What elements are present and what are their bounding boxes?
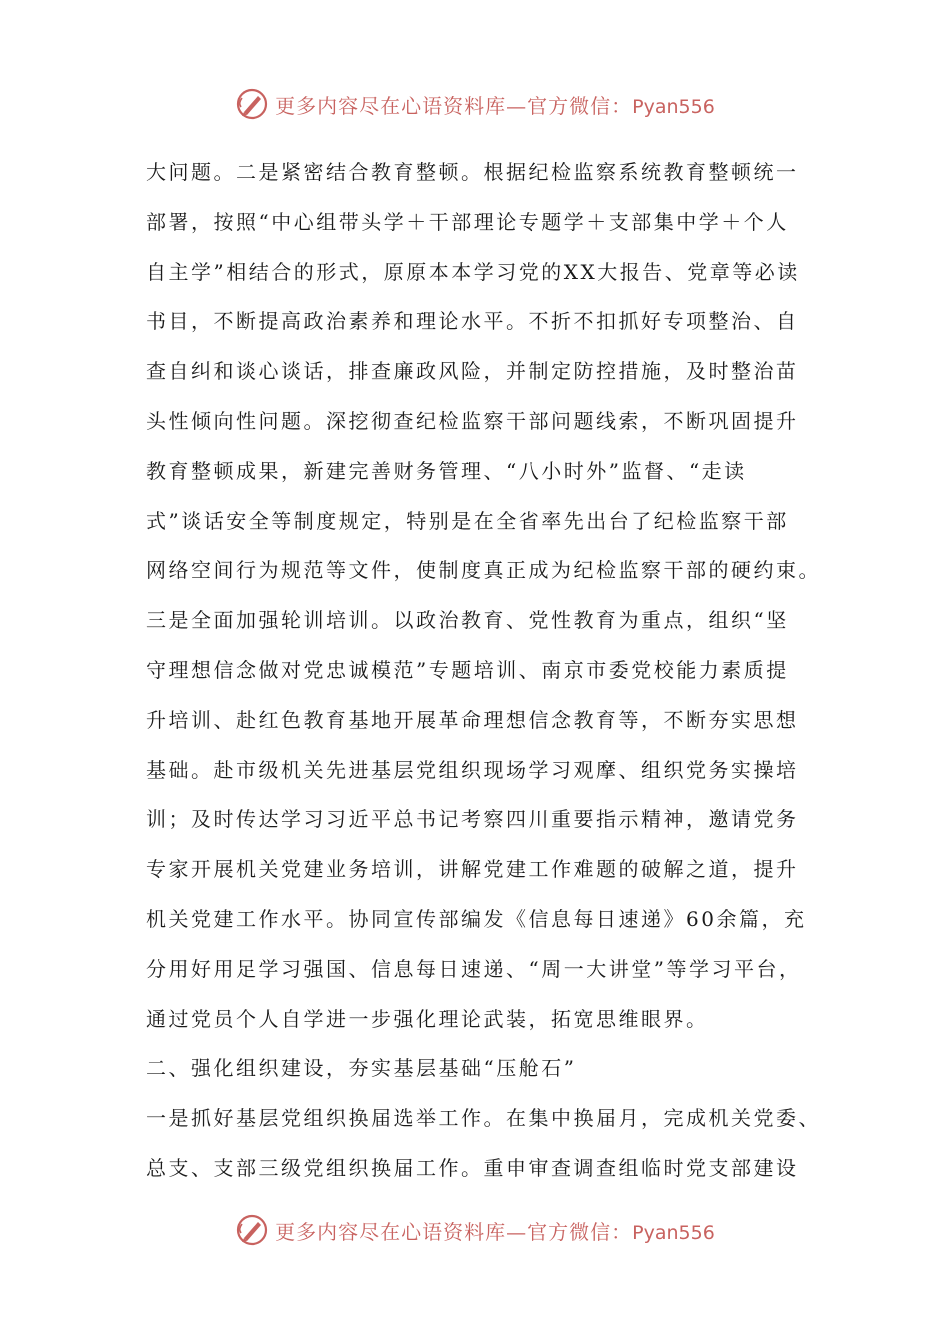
header-watermark (0, 84, 950, 124)
text-line: 教育整顿成果，新建完善财务管理、“八小时外”监督、“走读 (146, 458, 747, 483)
text-line: 自主学”相结合的形式，原原本本学习党的XX大报告、党章等必读 (146, 259, 800, 284)
text-line: 通过党员个人自学进一步强化理论武装，拓宽思维眼界。 (146, 1006, 709, 1031)
document-body (146, 148, 821, 1194)
text-line: 升培训、赴红色教育基地开展革命理想信念教育等，不断夯实思想 (146, 707, 799, 732)
text-line: 总支、支部三级党组织换届工作。重申审查调查组临时党支部建设 (146, 1155, 799, 1180)
text-line: 大问题。二是紧密结合教育整顿。根据纪检监察系统教育整顿统一 (146, 160, 799, 184)
text-line: 书目，不断提高政治素养和理论水平。不折不扣抓好专项整治、自 (146, 309, 799, 334)
text-line: 分用好用足学习强国、信息每日速递、“周一大讲堂”等学习平台， (146, 956, 802, 981)
text-line: 守理想信念做对党忠诚模范”专题培训、南京市委党校能力素质提 (146, 657, 789, 682)
watermark-text: 更多内容尽在心语资料库—官方微信：Pyan556 (275, 93, 715, 118)
text-line: 头性倾向性问题。深挖彻查纪检监察干部问题线索，不断巩固提升 (146, 408, 799, 433)
pen-logo-icon (235, 87, 269, 121)
pen-logo-icon (235, 1213, 269, 1247)
text-line: 三是全面加强轮训培训。以政治教育、党性教育为重点，组织“坚 (146, 608, 789, 633)
text-line: 查自纠和谈心谈话，排查廉政风险，并制定防控措施，及时整治苗 (146, 359, 799, 384)
watermark-text: 更多内容尽在心语资料库—官方微信：Pyan556 (275, 1219, 715, 1244)
text-line: 一是抓好基层党组织换届选举工作。在集中换届月，完成机关党委、 (146, 1106, 821, 1131)
text-line: 网络空间行为规范等文件，使制度真正成为纪检监察干部的硬约束。 (146, 558, 821, 583)
section-heading: 二、强化组织建设，夯实基层基础“压舱石” (146, 1056, 577, 1081)
text-line: 式”谈话安全等制度规定，特别是在全省率先出台了纪检监察干部 (146, 508, 789, 533)
text-line: 训；及时传达学习习近平总书记考察四川重要指示精神，邀请党务 (146, 807, 799, 832)
text-line: 部署，按照“中心组带头学＋干部理论专题学＋支部集中学＋个人 (146, 209, 789, 234)
text-line: 机关党建工作水平。协同宣传部编发《信息每日速递》60余篇，充 (146, 906, 807, 931)
text-line: 专家开展机关党建业务培训，讲解党建工作难题的破解之道，提升 (146, 857, 799, 882)
text-line: 基础。赴市级机关先进基层党组织现场学习观摩、组织党务实操培 (146, 757, 799, 782)
footer-watermark (0, 1210, 950, 1250)
